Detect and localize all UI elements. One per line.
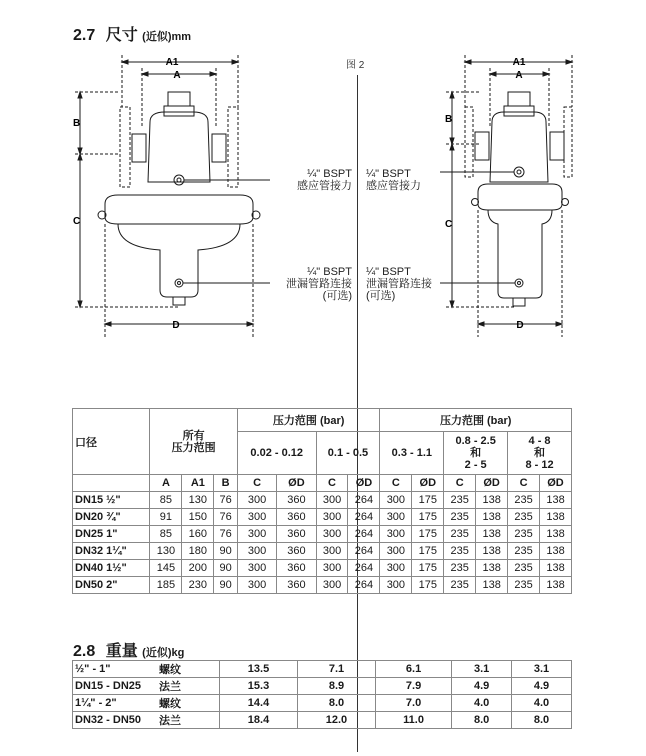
value-cell: 76 — [214, 509, 238, 526]
value-cell: 185 — [150, 577, 182, 594]
section-heading-dimensions — [73, 22, 191, 45]
right-valve-drawing — [440, 52, 580, 342]
range-header-5: 4 - 8 和 8 - 12 — [508, 432, 572, 475]
dim-label-d: D — [172, 320, 180, 331]
value-cell: 138 — [476, 492, 508, 509]
range-header-1: 0.02 - 0.12 — [237, 432, 316, 475]
value-cell: 138 — [540, 577, 572, 594]
value-cell: 264 — [348, 543, 380, 560]
value-cell: 264 — [348, 526, 380, 543]
value-cell: 175 — [412, 560, 444, 577]
section-number: 2.7 — [73, 27, 96, 44]
leak-note-right — [366, 266, 450, 302]
value-cell: 235 — [444, 560, 476, 577]
value-cell: 138 — [476, 509, 508, 526]
value-cell: 76 — [214, 492, 238, 509]
value-cell: 300 — [380, 509, 412, 526]
weight-value-cell: 8.9 — [297, 678, 375, 695]
value-cell: 90 — [214, 560, 238, 577]
value-cell: 76 — [214, 526, 238, 543]
sub-header-cell: ØD — [277, 475, 316, 492]
table-row — [73, 543, 572, 560]
section-qualifier: (近似)kg — [142, 647, 185, 659]
weight-value-cell: 7.9 — [375, 678, 451, 695]
leak-note-right-line2: 泄漏管路连接 — [366, 278, 432, 290]
value-cell: 138 — [540, 560, 572, 577]
sub-header-cell: ØD — [348, 475, 380, 492]
leak-note-left-line2: 泄漏管路连接 — [286, 278, 352, 290]
table-row — [73, 577, 572, 594]
sub-header-cell: ØD — [476, 475, 508, 492]
value-cell: 138 — [540, 492, 572, 509]
value-cell: 235 — [444, 543, 476, 560]
weight-size-cell: DN15 - DN25 — [73, 678, 158, 695]
value-cell: 235 — [444, 492, 476, 509]
value-cell: 300 — [316, 577, 348, 594]
section-heading-weight — [73, 638, 184, 661]
value-cell: 264 — [348, 560, 380, 577]
value-cell: 235 — [444, 509, 476, 526]
col-size-header: 口径 — [73, 409, 150, 475]
pressure-range-header-right: 压力范围 (bar) — [380, 409, 572, 432]
value-cell: 300 — [380, 526, 412, 543]
value-cell: 138 — [540, 509, 572, 526]
value-cell: 138 — [476, 543, 508, 560]
value-cell: 90 — [214, 577, 238, 594]
value-cell: 235 — [508, 560, 540, 577]
all-ranges-header: 所有 压力范围 — [150, 409, 237, 475]
weight-value-cell: 12.0 — [297, 712, 375, 729]
connection-type-cell: 法兰 — [157, 678, 220, 695]
table-row — [73, 492, 572, 509]
table-row — [73, 526, 572, 543]
value-cell: 360 — [277, 543, 316, 560]
dim-label-c: C — [445, 219, 453, 230]
leak-note-right-line3: (可选) — [366, 290, 396, 302]
value-cell: 300 — [237, 577, 276, 594]
value-cell: 130 — [182, 492, 214, 509]
sense-note-left-line1: ¼" BSPT — [307, 168, 352, 180]
weight-value-cell: 7.1 — [297, 661, 375, 678]
value-cell: 145 — [150, 560, 182, 577]
value-cell: 300 — [380, 560, 412, 577]
weight-value-cell: 3.1 — [452, 661, 512, 678]
size-cell: DN40 1½" — [73, 560, 150, 577]
weight-value-cell: 3.1 — [512, 661, 572, 678]
dim-label-b: B — [445, 114, 453, 125]
table-row — [73, 509, 572, 526]
weight-size-cell: 1¼" - 2" — [73, 695, 158, 712]
sub-header-cell: ØD — [412, 475, 444, 492]
value-cell: 138 — [476, 577, 508, 594]
sub-header-cell: C — [444, 475, 476, 492]
value-cell: 300 — [380, 492, 412, 509]
value-cell: 300 — [237, 526, 276, 543]
range-header-3: 0.3 - 1.1 — [380, 432, 444, 475]
value-cell: 264 — [348, 577, 380, 594]
sense-note-right — [366, 168, 450, 192]
pressure-range-header-left: 压力范围 (bar) — [237, 409, 380, 432]
value-cell: 235 — [508, 543, 540, 560]
value-cell: 230 — [182, 577, 214, 594]
section-number: 2.8 — [73, 643, 96, 660]
value-cell: 235 — [508, 577, 540, 594]
connection-type-cell: 螺纹 — [157, 695, 220, 712]
value-cell: 85 — [150, 492, 182, 509]
value-cell: 138 — [540, 543, 572, 560]
value-cell: 235 — [444, 577, 476, 594]
table-row — [73, 560, 572, 577]
range-header-4: 0.8 - 2.5 和 2 - 5 — [444, 432, 508, 475]
weight-row — [73, 661, 572, 678]
left-valve-drawing — [70, 52, 270, 342]
value-cell: 300 — [237, 543, 276, 560]
value-cell: 300 — [237, 492, 276, 509]
weight-value-cell: 8.0 — [452, 712, 512, 729]
dim-label-b: B — [73, 118, 81, 129]
value-cell: 150 — [182, 509, 214, 526]
weight-row — [73, 695, 572, 712]
value-cell: 138 — [476, 560, 508, 577]
sense-note-left — [268, 168, 352, 192]
value-cell: 360 — [277, 492, 316, 509]
value-cell: 160 — [182, 526, 214, 543]
value-cell: 360 — [277, 526, 316, 543]
dim-label-a: A — [515, 70, 523, 81]
sub-header-cell: A1 — [182, 475, 214, 492]
sub-header-cell: B — [214, 475, 238, 492]
dimensions-table — [72, 408, 572, 594]
dim-label-a1: A1 — [165, 57, 179, 68]
section-title: 尺寸 — [105, 27, 138, 44]
weight-value-cell: 4.0 — [452, 695, 512, 712]
section-qualifier: (近似)mm — [142, 31, 192, 43]
sub-header-cell: C — [380, 475, 412, 492]
sense-note-right-line2: 感应管接力 — [366, 180, 421, 192]
value-cell: 235 — [444, 526, 476, 543]
sub-header-cell: C — [237, 475, 276, 492]
value-cell: 360 — [277, 560, 316, 577]
size-cell: DN25 1" — [73, 526, 150, 543]
weight-value-cell: 8.0 — [297, 695, 375, 712]
weight-value-cell: 4.0 — [512, 695, 572, 712]
sense-note-left-line2: 感应管接力 — [297, 180, 352, 192]
value-cell: 180 — [182, 543, 214, 560]
value-cell: 300 — [237, 509, 276, 526]
weight-size-cell: ½" - 1" — [73, 661, 158, 678]
value-cell: 264 — [348, 492, 380, 509]
value-cell: 130 — [150, 543, 182, 560]
value-cell: 85 — [150, 526, 182, 543]
weight-value-cell: 7.0 — [375, 695, 451, 712]
dim-label-c: C — [73, 216, 81, 227]
sub-header-cell: A — [150, 475, 182, 492]
value-cell: 91 — [150, 509, 182, 526]
value-cell: 138 — [476, 526, 508, 543]
sub-header-cell: ØD — [540, 475, 572, 492]
size-cell: DN15 ½" — [73, 492, 150, 509]
value-cell: 175 — [412, 526, 444, 543]
value-cell: 360 — [277, 577, 316, 594]
value-cell: 360 — [277, 509, 316, 526]
value-cell: 235 — [508, 492, 540, 509]
value-cell: 300 — [380, 543, 412, 560]
connection-type-cell: 法兰 — [157, 712, 220, 729]
weight-row — [73, 712, 572, 729]
weight-value-cell: 4.9 — [452, 678, 512, 695]
weight-value-cell: 18.4 — [220, 712, 298, 729]
sub-header-cell: C — [316, 475, 348, 492]
weight-value-cell: 4.9 — [512, 678, 572, 695]
value-cell: 264 — [348, 509, 380, 526]
dim-label-a: A — [173, 70, 181, 81]
figure-label: 图 2 — [346, 60, 365, 71]
range-header-2: 0.1 - 0.5 — [316, 432, 380, 475]
weight-row — [73, 678, 572, 695]
blank-cell — [73, 475, 150, 492]
weight-value-cell: 13.5 — [220, 661, 298, 678]
sense-note-right-line1: ¼" BSPT — [366, 168, 411, 180]
weight-value-cell: 8.0 — [512, 712, 572, 729]
value-cell: 175 — [412, 492, 444, 509]
leak-note-left — [262, 266, 352, 302]
value-cell: 300 — [316, 560, 348, 577]
sub-header-cell: C — [508, 475, 540, 492]
value-cell: 175 — [412, 509, 444, 526]
value-cell: 175 — [412, 577, 444, 594]
sub-header-row-abc — [73, 475, 572, 492]
size-cell: DN50 2" — [73, 577, 150, 594]
weight-table — [72, 660, 572, 729]
weight-size-cell: DN32 - DN50 — [73, 712, 158, 729]
value-cell: 90 — [214, 543, 238, 560]
section-title: 重量 — [105, 643, 138, 660]
value-cell: 175 — [412, 543, 444, 560]
weight-value-cell: 15.3 — [220, 678, 298, 695]
dim-label-d: D — [516, 320, 524, 331]
connection-type-cell: 螺纹 — [157, 661, 220, 678]
value-cell: 300 — [316, 492, 348, 509]
leak-note-left-line1: ¼" BSPT — [307, 266, 352, 278]
value-cell: 300 — [316, 526, 348, 543]
weight-value-cell: 14.4 — [220, 695, 298, 712]
value-cell: 138 — [540, 526, 572, 543]
value-cell: 235 — [508, 509, 540, 526]
value-cell: 235 — [508, 526, 540, 543]
value-cell: 300 — [380, 577, 412, 594]
leak-note-left-line3: (可选) — [322, 290, 352, 302]
leak-note-right-line1: ¼" BSPT — [366, 266, 411, 278]
size-cell: DN32 1¼" — [73, 543, 150, 560]
value-cell: 300 — [316, 543, 348, 560]
value-cell: 300 — [237, 560, 276, 577]
value-cell: 200 — [182, 560, 214, 577]
size-cell: DN20 ¾" — [73, 509, 150, 526]
weight-value-cell: 6.1 — [375, 661, 451, 678]
dim-label-a1: A1 — [512, 57, 526, 68]
weight-value-cell: 11.0 — [375, 712, 451, 729]
value-cell: 300 — [316, 509, 348, 526]
